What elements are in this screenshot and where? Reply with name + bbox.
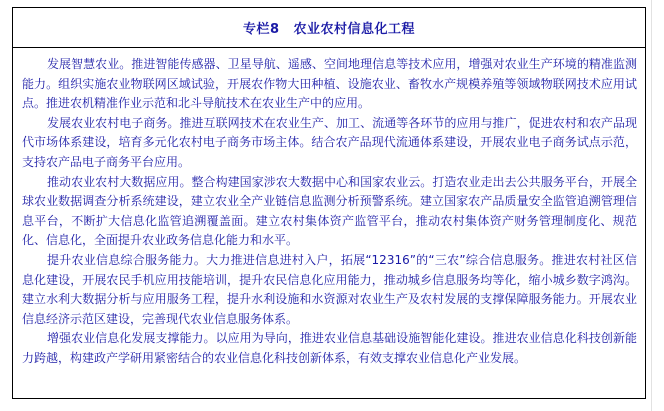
paragraph-smart-agriculture: 发展智慧农业。推进智能传感器、卫星导航、遥感、空间地理信息等技术应用，增强对农业生产环境的精准监测能力。组织实施农业物联网区域试验，开展农作物大田种植、设施农业、畜牧水产规模养殖等领域物联网技术应用试点。推进农机精准作业示范和北斗导航技术在农业生产中的应用。 xyxy=(22,57,637,111)
paragraph-support-capacity: 增强农业信息化发展支撑能力。以应用为导向，推进农业信息基础设施智能化建设。推进农业信息化科技创新能力跨越，构建政产学研用紧密结合的农业信息化科技创新体系，有效支撑农业信息化产业发展。 xyxy=(22,331,637,365)
paragraph-big-data: 推动农业农村大数据应用。整合构建国家涉农大数据中心和国家农业云。打造农业走出去公共服务平台，开展全球农业数据调查分析系统建设，建立农业全产业链信息监测分析预警系统。建立国家农产品质量安全监管追溯管理信息平台，不断扩大信息化监管追溯覆盖面。建立农村集体资产监管平台，推动农村集体资产财务管理制度化、规范化、信息化，全面提升农业政务信息化能力和水平。 xyxy=(22,174,637,248)
page-edge-rule xyxy=(651,0,652,411)
title-prefix: 专栏8 xyxy=(242,22,280,37)
panel-title xyxy=(13,8,645,48)
paragraph-e-commerce: 发展农业农村电子商务。推进互联网技术在农业生产、加工、流通等各环节的应用与推广，促进农村和农产品现代市场体系建设，培育多元化农村电子商务市场主体。结合农产品现代流通体系建设，开展农业电子商务试点示范，支持农产品电子商务平台应用。 xyxy=(22,115,637,169)
paragraph-info-services: 提升农业信息综合服务能力。大力推进信息进村入户，拓展“12316”的“三农”综合信息服务。推进农村社区信息化建设，开展农民手机应用技能培训，提升农民信息化应用能力，推动城乡信息服务均等化，缩小城乡数字鸿沟。建立水利大数据分析与应用服务工程，提升水利设施和水资源对农业生产及农村发展的支撑保障服务能力。开展农业信息经济示范区建设，完善现代农业信息服务体系。 xyxy=(22,252,637,326)
column-box-panel xyxy=(12,7,646,399)
panel-body xyxy=(13,48,645,369)
title-text: 农业农村信息化工程 xyxy=(293,22,416,37)
